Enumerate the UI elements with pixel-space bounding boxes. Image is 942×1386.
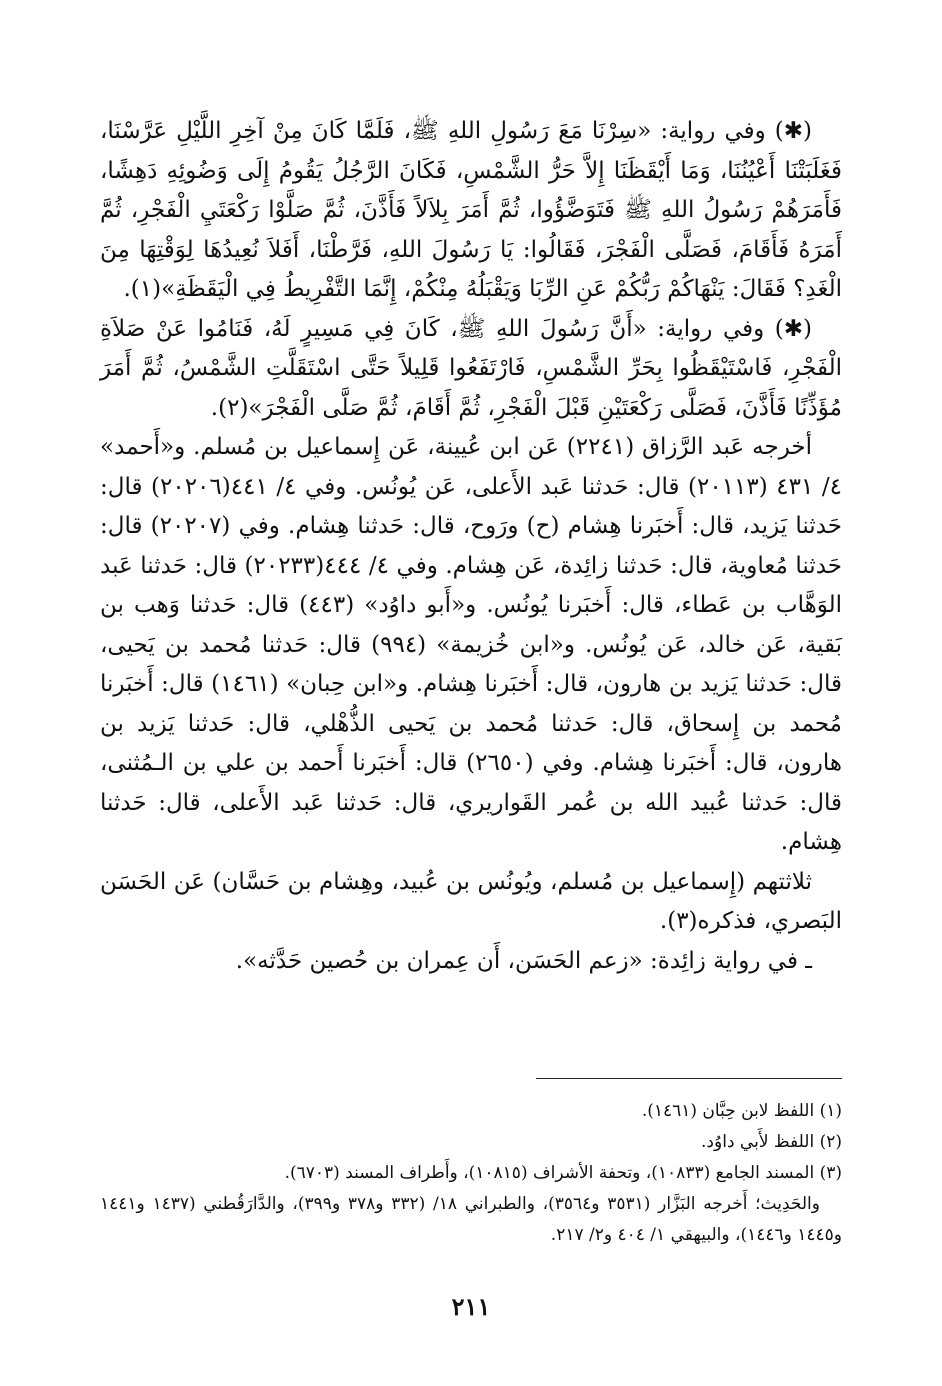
- footnote-3: (٣) المسند الجامع (١٠٨٣٣)، وتحفة الأشراف (١٠٨١٥)، وأَطراف المسند (٦٧٠٣).: [284, 1163, 842, 1183]
- footnote-divider: [536, 1078, 842, 1079]
- page-number: ٢١١: [451, 1292, 491, 1321]
- paragraph-summary: ثلاثتهم (إِسماعيل بن مُسلم، ويُونُس بن عُبيد، وهِشام بن حَسَّان) عَن الحَسَن البَصري، فذكره(٣).: [100, 868, 842, 934]
- footnote-2: (٢) اللفظ لأَبي داوُد.: [701, 1132, 842, 1152]
- paragraph-zaida-note: ـ في رواية زائِدة: «زعم الحَسَن، أَن عِمران بن حُصين حَدَّثه».: [235, 947, 812, 974]
- footnote-3-continuation: والحَدِيث؛ أَخرجه البَزَّار (٣٥٣١ و٣٥٦٤)، والطبراني ١٨/ (٣٣٢ و٣٧٨ و٣٩٩)، والدَّارَقُطني (١٤٣٧ و١٤٤١ و١٤٤٥ و١٤٤٦)، والبيهقي ١/ ٤٠٤ و٢/ ٢١٧.: [100, 1194, 842, 1245]
- paragraph-narration-2: (✱) وفي رواية: «أَنَّ رَسُولَ اللهِ ﷺ، كَانَ فِي مَسِيرٍ لَهُ، فَنَامُوا عَنْ صَلاَةِ الْفَجْرِ، فَاسْتَيْقَظُوا بِحَرِّ الشَّمْسِ، فَارْتَفَعُوا قَلِيلاً حَتَّى اسْتَقَلَّتِ الشَّمْسُ، ثُمَّ أَمَرَ مُؤَذِّنًا فَأَذَّنَ، فَصَلَّى رَكْعَتَيْنِ قَبْلَ الْفَجْرِ، ثُمَّ أَقَامَ، ثُمَّ صَلَّى الْفَجْرَ»(٢).: [100, 315, 842, 421]
- paragraph-narration-1: (✱) وفي رواية: «سِرْنَا مَعَ رَسُولِ اللهِ ﷺ، فَلَمَّا كَانَ مِنْ آخِرِ اللَّيْلِ عَرَّسْنَا، فَغَلَبَتْنَا أَعْيُنُنَا، وَمَا أَيْقَظَنَا إِلاَّ حَرُّ الشَّمْسِ، فَكَانَ الرَّجُلُ يَقُومُ إِلَى وَضُوئِهِ دَهِشًا، فَأَمَرَهُمْ رَسُولُ اللهِ ﷺ فَتَوَضَّؤُوا، ثُمَّ أَمَرَ بِلاَلاً فَأَذَّنَ، ثُمَّ صَلَّوْا رَكْعَتَيِ الْفَجْرِ، ثُمَّ أَمَرَهُ فَأَقَامَ، فَصَلَّى الْفَجْرَ، فَقَالُوا: يَا رَسُولَ اللهِ، فَرَّطْنَا، أَفَلاَ نُعِيدُهَا لِوَقْتِهَا مِنَ الْغَدِ؟ فَقَالَ: يَنْهَاكُمْ رَبُّكُمْ عَنِ الرِّبَا وَيَقْبَلُهُ مِنْكُمْ، إِنَّمَا التَّفْرِيطُ فِي الْيَقَظَةِ»(١).: [100, 118, 842, 302]
- paragraph-takhrij: أخرجه عَبد الرَّزاق (٢٢٤١) عَن ابن عُيينة، عَن إِسماعيل بن مُسلم. و«أَحمد» ٤/ ٤٣١ (٢٠١١٣) قال: حَدثنا عَبد الأَعلى، عَن يُونُس. وفي ٤/ ٤٤١(٢٠٢٠٦) قال: حَدثنا يَزيد، قال: أَخبَرنا هِشام (ح) ورَوح، قال: حَدثنا هِشام. وفي (٢٠٢٠٧) قال: حَدثنا مُعاوية، قال: حَدثنا زائِدة، عَن هِشام. وفي ٤/ ٤٤٤(٢٠٢٣٣) قال: حَدثنا عَبد الوَهَّاب بن عَطاء، قال: أَخبَرنا يُونُس. و«أَبو داوُد» (٤٤٣) قال: حَدثنا وَهب بن بَقية، عَن خالد، عَن يُونُس. و«ابن خُزيمة» (٩٩٤) قال: حَدثنا مُحمد بن يَحيى، قال: حَدثنا يَزيد بن هارون، قال: أَخبَرنا هِشام. و«ابن حِبان» (١٤٦١) قال: أَخبَرنا مُحمد بن إِسحاق، قال: حَدثنا مُحمد بن يَحيى الذُّهْلي، قال: حَدثنا يَزيد بن هارون، قال: أَخبَرنا هِشام. وفي (٢٦٥٠) قال: أَخبَرنا أَحمد بن علي بن الـمُثنى، قال: حَدثنا عُبيد الله بن عُمر القَواريري، قال: حَدثنا عَبد الأَعلى، قال: حَدثنا هِشام.: [100, 434, 843, 855]
- main-text: [100, 112, 842, 981]
- footnote-1: (١) اللفظ لابن حِبَّان (١٤٦١).: [641, 1101, 842, 1121]
- footnotes: [100, 1096, 842, 1251]
